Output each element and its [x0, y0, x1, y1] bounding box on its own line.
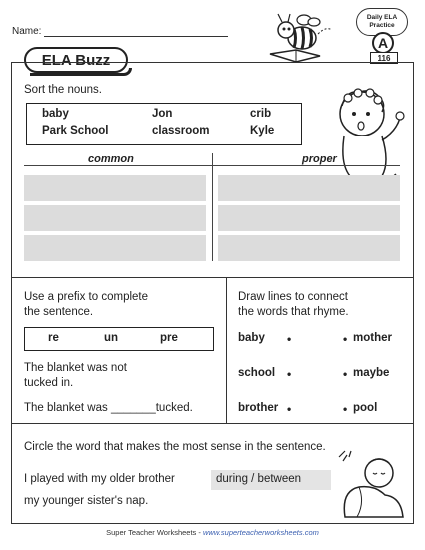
circle-sentence-start: I played with my older brother [24, 473, 175, 485]
prefix-option: pre [160, 332, 178, 344]
word-bank-item: Jon [152, 108, 173, 120]
worksheet-title-text: ELA Buzz [41, 51, 111, 69]
column-header-proper: proper [302, 153, 337, 165]
column-divider [212, 153, 213, 261]
rhyme-right-dot[interactable]: • [343, 367, 348, 381]
name-label: Name: [12, 26, 42, 37]
rhyme-right-word: mother [353, 332, 392, 344]
sleeping-baby-icon [335, 447, 409, 521]
circle-sentence-end: my younger sister's nap. [24, 495, 149, 507]
section-divider [226, 278, 227, 424]
prefix-blank[interactable]: _______ [110, 402, 156, 414]
common-answer-cell[interactable] [24, 175, 206, 201]
badge-line2: Practice [369, 22, 395, 29]
baby-icon [320, 84, 408, 182]
proper-answer-cell[interactable] [218, 205, 400, 231]
circle-instruction: Circle the word that makes the most sense in the sentence. [24, 441, 326, 453]
prefix-instruction-line1: Use a prefix to complete [24, 291, 149, 303]
sentence1-line2: tucked in. [24, 377, 74, 389]
footer-brand: Super Teacher Worksheets - [106, 528, 203, 537]
bee-icon [266, 10, 336, 66]
sentence2 [24, 402, 193, 414]
rhyme-left-word: baby [238, 332, 265, 344]
rhyme-instruction-line1: Draw lines to connect [238, 291, 348, 303]
proper-answer-cell[interactable] [218, 235, 400, 261]
common-answer-cell[interactable] [24, 205, 206, 231]
rhyme-right-word: pool [353, 402, 378, 414]
common-answer-cell[interactable] [24, 235, 206, 261]
grade-letter: A [372, 32, 394, 54]
word-bank-item: classroom [152, 125, 210, 137]
footer [0, 528, 425, 537]
badge-line1: Daily ELA [366, 14, 398, 21]
column-header-common: common [88, 153, 134, 165]
word-bank-item: baby [42, 108, 69, 120]
sort-instruction: Sort the nouns. [24, 84, 102, 96]
prefix-option: un [104, 332, 119, 344]
rhyme-right-dot[interactable]: • [343, 402, 348, 416]
sleeping-baby-illustration [335, 447, 409, 521]
sentence1-line1: The blanket was not [24, 362, 127, 374]
bee-illustration [266, 10, 336, 66]
baby-illustration [320, 84, 408, 182]
word-bank-item: Kyle [250, 125, 275, 137]
rhyme-left-word: school [238, 367, 276, 379]
rhyme-right-dot[interactable]: • [343, 332, 348, 346]
word-bank-item: crib [250, 108, 272, 120]
footer-link[interactable]: www.superteacherworksheets.com [202, 528, 319, 537]
proper-answer-cell[interactable] [218, 175, 400, 201]
rhyme-left-dot[interactable]: • [287, 402, 292, 416]
rhyme-left-dot[interactable]: • [287, 367, 292, 381]
word-bank-item: Park School [42, 125, 109, 137]
rhyme-left-word: brother [238, 402, 279, 414]
sentence2-start: The blanket was [24, 402, 108, 414]
worksheet-number: 116 [370, 52, 398, 64]
sentence2-end: tucked. [155, 402, 193, 414]
name-line[interactable] [44, 36, 228, 37]
prefix-option: re [48, 332, 59, 344]
rhyme-instruction-line2: the words that rhyme. [238, 306, 349, 318]
prefix-instruction-line2: the sentence. [24, 306, 94, 318]
rhyme-right-word: maybe [353, 367, 390, 379]
rhyme-left-dot[interactable]: • [287, 332, 292, 346]
word-choices[interactable]: during / between [216, 473, 302, 485]
